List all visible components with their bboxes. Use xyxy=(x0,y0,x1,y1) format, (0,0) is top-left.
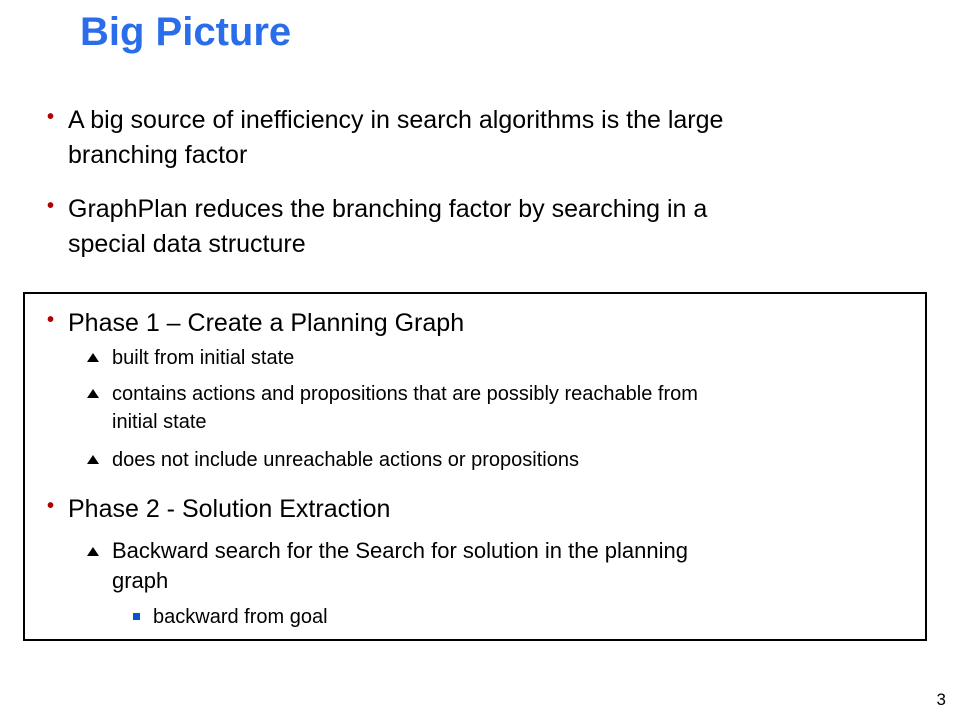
phase-2-label: Phase 2 - Solution Extraction xyxy=(68,495,391,523)
intro-bullet-2 xyxy=(47,192,708,262)
phase-2-sub-item-1-line-2: graph xyxy=(112,568,169,593)
phase-2-sub-item-1 xyxy=(112,536,688,596)
up-triangle-bullet-icon xyxy=(87,353,99,362)
phase-1-sub-item-1-line-1: built from initial state xyxy=(112,347,295,369)
dot-bullet-icon: • xyxy=(47,309,55,331)
phase-1-sub-item-2-line-1: contains actions and propositions that are possibly reachable from xyxy=(112,383,698,405)
slide-title: Big Picture xyxy=(80,10,292,54)
up-triangle-bullet-icon xyxy=(87,547,99,556)
intro-bullet-1 xyxy=(47,103,724,173)
square-bullet-icon xyxy=(133,613,140,620)
intro-bullet-2-line-2: special data structure xyxy=(68,230,306,258)
intro-bullet-2-line-1: GraphPlan reduces the branching factor by searching in a xyxy=(68,195,708,223)
intro-bullet-1-line-2: branching factor xyxy=(68,141,248,169)
phase-1-sub-item-2 xyxy=(112,380,698,436)
phase-2-sub-sub-item-1-text: backward from goal xyxy=(153,606,328,628)
up-triangle-bullet-icon xyxy=(87,389,99,398)
intro-bullet-1-line-1: A big source of inefficiency in search algorithms is the large xyxy=(68,106,724,134)
dot-bullet-icon: • xyxy=(47,106,55,128)
phase-1-label: Phase 1 – Create a Planning Graph xyxy=(68,309,465,337)
phase-2-sub-item-1-line-1: Backward search for the Search for solution in the planning xyxy=(112,538,688,563)
up-triangle-bullet-icon xyxy=(87,455,99,464)
phase-1-heading xyxy=(47,306,465,341)
phase-1-sub-item-1 xyxy=(112,344,294,372)
phase-2-heading xyxy=(47,492,391,527)
phase-1-sub-item-3-line-1: does not include unreachable actions or propositions xyxy=(112,449,579,471)
dot-bullet-icon: • xyxy=(47,495,55,517)
phase-1-sub-item-3 xyxy=(112,446,579,474)
phase-1-sub-item-2-line-2: initial state xyxy=(112,411,207,433)
phase-2-sub-sub-item-1 xyxy=(153,604,328,630)
dot-bullet-icon: • xyxy=(47,195,55,217)
page-number: 3 xyxy=(936,690,946,709)
